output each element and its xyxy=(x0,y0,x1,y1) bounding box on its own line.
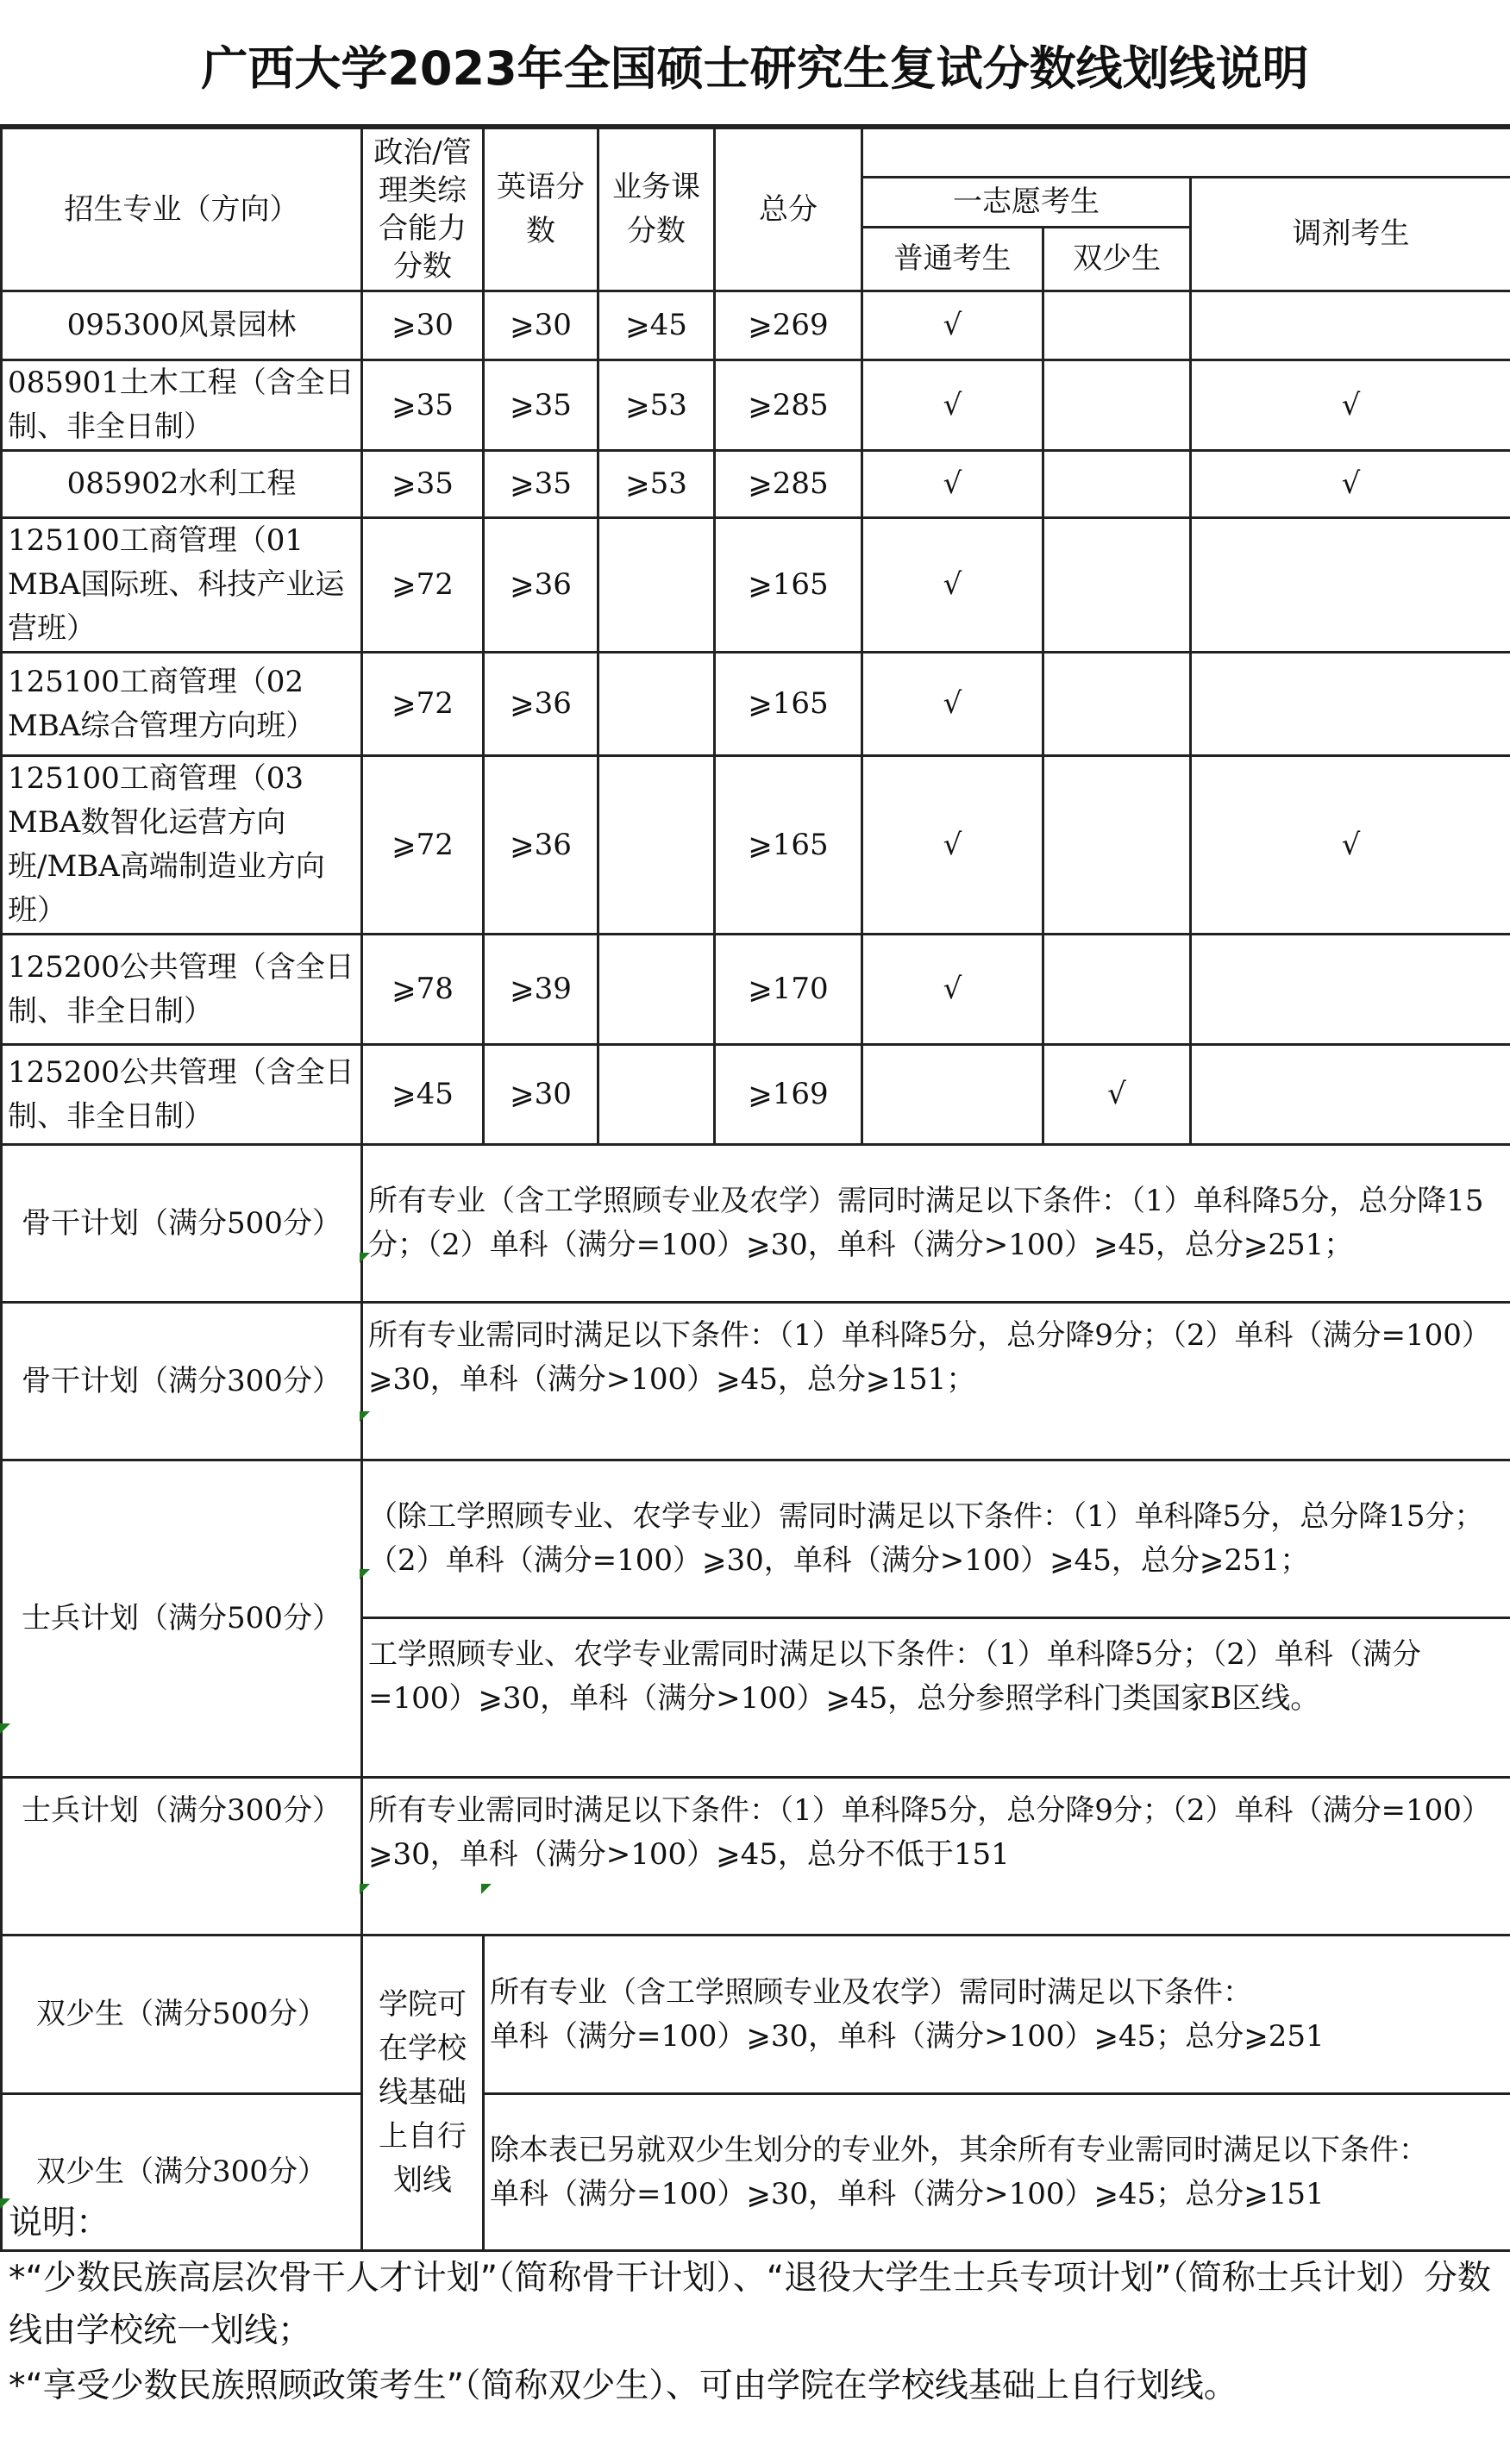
plan-text-line: 单科（满分=100）⩾30，单科（满分>100）⩾45；总分⩾251 xyxy=(490,2018,1325,2054)
cell-transfer: √ xyxy=(1191,360,1510,451)
header-total: 总分 xyxy=(715,128,862,291)
plan-row xyxy=(2,1460,1510,1618)
header-transfer: 调剂考生 xyxy=(1191,178,1510,291)
cell-transfer xyxy=(1191,291,1510,360)
cell-marker-icon xyxy=(360,1411,370,1422)
plan-label: 骨干计划（满分300分） xyxy=(2,1303,362,1460)
plan-text: 工学照顾专业、农学专业需同时满足以下条件：（1）单科降5分；（2）单科（满分=100）⩾30，单科（满分>100）⩾45，总分参照学科门类国家B区线。 xyxy=(362,1618,1510,1778)
table-row xyxy=(2,756,1510,935)
cell-major: 125100工商管理（01 MBA国际班、科技产业运营班） xyxy=(2,518,362,653)
cell-ordinary: √ xyxy=(862,451,1043,518)
notes-line: *“享受少数民族照顾政策考生”（简称双少生）、可由学院在学校线基础上自行划线。 xyxy=(9,2367,1237,2406)
page-title: 广西大学2023年全国硕士研究生复试分数线划线说明 xyxy=(201,41,1309,96)
cell-total: ⩾165 xyxy=(715,653,862,756)
header-shuangshao: 双少生 xyxy=(1043,228,1191,291)
cell-ordinary: √ xyxy=(862,291,1043,360)
cell-business xyxy=(598,518,715,653)
header-major: 招生专业（方向） xyxy=(2,128,362,291)
plan-text: 所有专业需同时满足以下条件：（1）单科降5分，总分降9分；（2）单科（满分=100）⩾30，单科（满分>100）⩾45，总分不低于151 xyxy=(362,1778,1510,1936)
cell-english: ⩾39 xyxy=(484,935,598,1045)
cell-major: 125200公共管理（含全日制、非全日制） xyxy=(2,935,362,1045)
cell-business xyxy=(598,756,715,935)
cell-business xyxy=(598,935,715,1045)
cell-business: ⩾53 xyxy=(598,451,715,518)
cell-ordinary: √ xyxy=(862,518,1043,653)
cell-transfer: √ xyxy=(1191,451,1510,518)
table-row xyxy=(2,291,1510,360)
cell-shuangshao xyxy=(1043,291,1191,360)
table-row xyxy=(2,653,1510,756)
cell-ordinary: √ xyxy=(862,756,1043,935)
notes-line: *“少数民族高层次骨干人才计划”（简称骨干计划）、“退役大学生士兵专项计划”（简称士兵计划）分数线由学校统一划线； xyxy=(9,2259,1491,2350)
cell-politics: ⩾35 xyxy=(362,360,484,451)
cell-total: ⩾285 xyxy=(715,451,862,518)
plan-label: 双少生（满分300分） xyxy=(2,2094,362,2251)
cell-politics: ⩾45 xyxy=(362,1045,484,1145)
cell-politics: ⩾35 xyxy=(362,451,484,518)
notes-heading: 说明： xyxy=(9,2204,110,2242)
plan-row xyxy=(2,1145,1510,1303)
cell-total: ⩾170 xyxy=(715,935,862,1045)
cell-total: ⩾285 xyxy=(715,360,862,451)
cell-shuangshao xyxy=(1043,653,1191,756)
cell-ordinary: √ xyxy=(862,653,1043,756)
cell-shuangshao xyxy=(1043,451,1191,518)
shuangshao-mid: 学院可在学校线基础上自行划线 xyxy=(362,1936,484,2251)
cell-business xyxy=(598,653,715,756)
header-ordinary: 普通考生 xyxy=(862,228,1043,291)
table-row xyxy=(2,360,1510,451)
cell-marker-icon xyxy=(360,1884,370,1894)
cell-major: 085902水利工程 xyxy=(2,451,362,518)
plan-text: 所有专业需同时满足以下条件：（1）单科降5分，总分降9分；（2）单科（满分=100）⩾30，单科（满分>100）⩾45，总分⩾151； xyxy=(362,1303,1510,1460)
cell-ordinary xyxy=(862,1045,1043,1145)
cell-major: 125200公共管理（含全日制、非全日制） xyxy=(2,1045,362,1145)
cell-transfer xyxy=(1191,653,1510,756)
cell-english: ⩾30 xyxy=(484,291,598,360)
plan-row xyxy=(2,1303,1510,1460)
header-blank xyxy=(862,128,1510,178)
plan-text-line: 除本表已另就双少生划分的专业外，其余所有专业需同时满足以下条件： xyxy=(490,2132,1428,2167)
header-business: 业务课分数 xyxy=(598,128,715,291)
cell-shuangshao: √ xyxy=(1043,1045,1191,1145)
plan-text: （除工学照顾专业、农学专业）需同时满足以下条件：（1）单科降5分，总分降15分；（2）单科（满分=100）⩾30，单科（满分>100）⩾45，总分⩾251； xyxy=(362,1460,1510,1618)
cell-english: ⩾36 xyxy=(484,518,598,653)
cell-business: ⩾53 xyxy=(598,360,715,451)
cell-major: 125100工商管理（03 MBA数智化运营方向班/MBA高端制造业方向班） xyxy=(2,756,362,935)
cell-politics: ⩾72 xyxy=(362,518,484,653)
cell-politics: ⩾78 xyxy=(362,935,484,1045)
plan-label: 士兵计划（满分500分） xyxy=(2,1460,362,1778)
cell-total: ⩾169 xyxy=(715,1045,862,1145)
cell-transfer xyxy=(1191,518,1510,653)
cell-ordinary: √ xyxy=(862,360,1043,451)
cell-english: ⩾35 xyxy=(484,451,598,518)
cell-english: ⩾30 xyxy=(484,1045,598,1145)
cell-shuangshao xyxy=(1043,935,1191,1045)
plan-label: 骨干计划（满分500分） xyxy=(2,1145,362,1303)
plan-label: 双少生（满分500分） xyxy=(2,1936,362,2094)
header-english: 英语分数 xyxy=(484,128,598,291)
cell-ordinary: √ xyxy=(862,935,1043,1045)
cell-transfer xyxy=(1191,1045,1510,1145)
plan-row xyxy=(2,1936,1510,2094)
cell-english: ⩾36 xyxy=(484,756,598,935)
cell-marker-icon xyxy=(360,1569,370,1579)
cell-shuangshao xyxy=(1043,360,1191,451)
plan-row xyxy=(2,1778,1510,1936)
cell-total: ⩾269 xyxy=(715,291,862,360)
cell-marker-icon xyxy=(481,1884,492,1894)
plan-text-line: 单科（满分=100）⩾30，单科（满分>100）⩾45；总分⩾151 xyxy=(490,2176,1325,2211)
cell-major: 125100工商管理（02 MBA综合管理方向班） xyxy=(2,653,362,756)
cell-transfer: √ xyxy=(1191,756,1510,935)
cell-english: ⩾35 xyxy=(484,360,598,451)
cell-shuangshao xyxy=(1043,518,1191,653)
table-row xyxy=(2,935,1510,1045)
cell-major: 095300风景园林 xyxy=(2,291,362,360)
cell-politics: ⩾72 xyxy=(362,653,484,756)
plan-text xyxy=(484,1936,1510,2094)
cell-marker-icon xyxy=(360,1253,370,1263)
cell-politics: ⩾72 xyxy=(362,756,484,935)
plan-label: 士兵计划（满分300分） xyxy=(2,1778,362,1936)
cell-business: ⩾45 xyxy=(598,291,715,360)
plan-text-line: 所有专业（含工学照顾专业及农学）需同时满足以下条件： xyxy=(490,1974,1252,2010)
score-table xyxy=(0,127,1510,2252)
cell-business xyxy=(598,1045,715,1145)
table-row xyxy=(2,518,1510,653)
cell-total: ⩾165 xyxy=(715,756,862,935)
cell-total: ⩾165 xyxy=(715,518,862,653)
cell-shuangshao xyxy=(1043,756,1191,935)
cell-major: 085901土木工程（含全日制、非全日制） xyxy=(2,360,362,451)
notes xyxy=(9,2194,1501,2417)
header-first-choice: 一志愿考生 xyxy=(862,178,1191,228)
cell-transfer xyxy=(1191,935,1510,1045)
cell-marker-icon xyxy=(0,1723,10,1734)
table-row xyxy=(2,1045,1510,1145)
plan-text: 所有专业（含工学照顾专业及农学）需同时满足以下条件：（1）单科降5分，总分降15分；（2）单科（满分=100）⩾30，单科（满分>100）⩾45，总分⩾251； xyxy=(362,1145,1510,1303)
table-row xyxy=(2,451,1510,518)
header-politics: 政治/管理类综合能力分数 xyxy=(362,128,484,291)
cell-english: ⩾36 xyxy=(484,653,598,756)
cell-politics: ⩾30 xyxy=(362,291,484,360)
